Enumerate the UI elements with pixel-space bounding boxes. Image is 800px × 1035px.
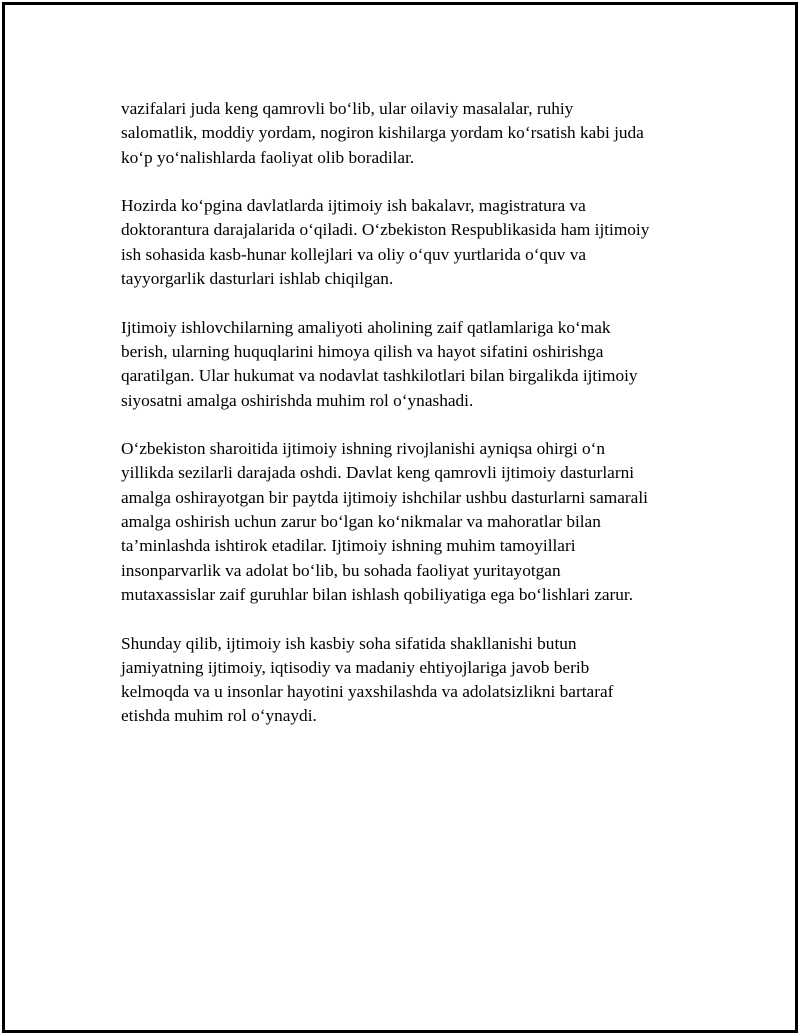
document-body [121,97,691,753]
paragraph: Hozirda ko‘pgina davlatlarda ijtimoiy ish bakalavr, magistratura va doktorantura darajalarida o‘qiladi. O‘zbekiston Respublikasida ham ijtimoiy ish sohasida kasb-hunar kollejlari va oliy o‘quv yurtlarida o‘quv va tayyorgarlik dasturlari ishlab chiqilgan. [121,196,650,289]
paragraph: Ijtimoiy ishlovchilarning amaliyoti aholining zaif qatlamlariga ko‘mak berish, ularning huquqlarini himoya qilish va hayot sifatini oshirishga qaratilgan. Ular hukumat va nodavlat tashkilotlari bilan birgalikda ijtimoiy siyosatni amalga oshirishda muhim rol o‘ynashadi. [121,317,638,410]
paragraph: O‘zbekiston sharoitida ijtimoiy ishning rivojlanishi ayniqsa ohirgi o‘n yillikda sezilarli darajada oshdi. Davlat keng qamrovli ijtimoiy dasturlarni amalga oshirayotgan bir paytda ijtimoiy ishchilar ushbu dasturlarni samarali amalga oshirish uchun zarur bo‘lgan ko‘nikmalar va mahoratlar bilan ta’minlashda ishtirok etadilar. Ijtimoiy ishning muhim tamoyillari insonparvarlik va adolat bo‘lib, bu sohada faoliyat yuritayotgan mutaxassislar zaif guruhlar bilan ishlash qobiliyatiga ega bo‘lishlari zarur. [121,439,648,604]
document-page [2,2,798,1033]
paragraph: vazifalari juda keng qamrovli bo‘lib, ular oilaviy masalalar, ruhiy salomatlik, moddiy yordam, nogiron kishilarga yordam ko‘rsatish kabi juda ko‘p yo‘nalishlarda faoliyat olib boradilar. [121,99,644,167]
paragraph: Shunday qilib, ijtimoiy ish kasbiy soha sifatida shakllanishi butun jamiyatning ijtimoiy, iqtisodiy va madaniy ehtiyojlariga javob berib kelmoqda va u insonlar hayotini yaxshilashda va adolatsizlikni bartaraf etishda muhim rol o‘ynaydi. [121,633,614,726]
